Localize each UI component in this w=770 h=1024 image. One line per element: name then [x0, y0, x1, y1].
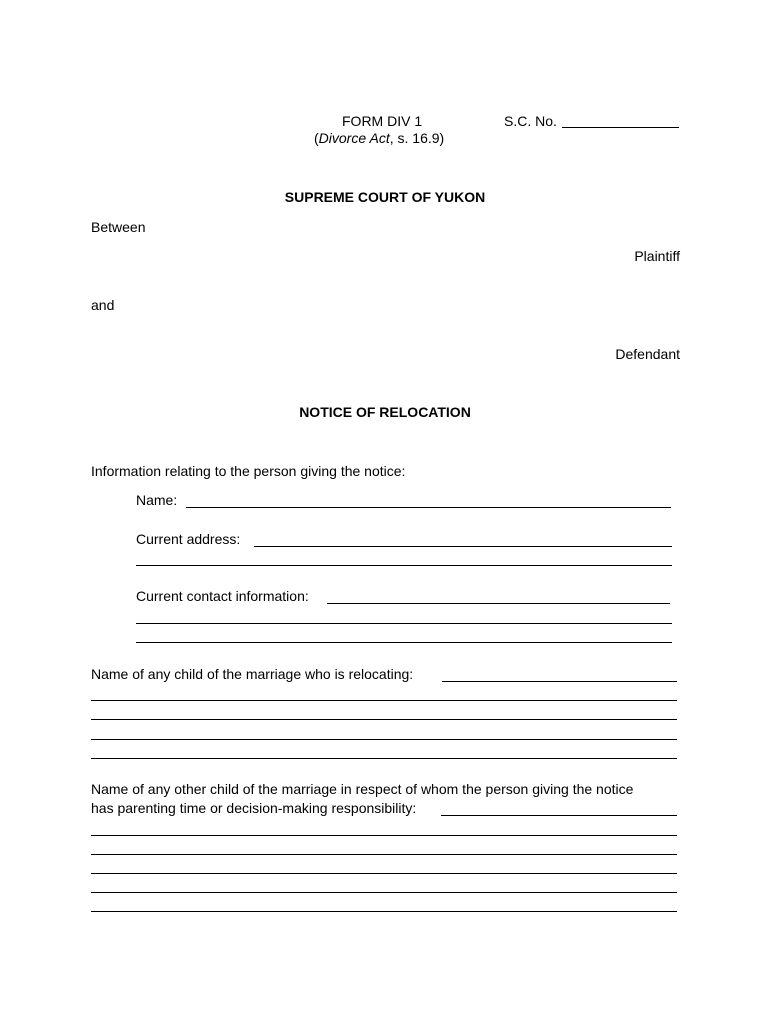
plaintiff-label: Plaintiff: [634, 248, 680, 264]
address-field-line-2[interactable]: [136, 565, 672, 566]
other-children-field-line-6[interactable]: [91, 911, 677, 912]
and-label: and: [91, 297, 115, 313]
contact-field-line-1[interactable]: [327, 603, 670, 604]
contact-label: Current contact information:: [136, 588, 309, 604]
statute-reference: [314, 130, 444, 147]
court-name: SUPREME COURT OF YUKON: [284, 189, 486, 205]
other-children-field-line-3[interactable]: [91, 854, 677, 855]
sc-no-label: S.C. No.: [504, 113, 557, 129]
relocating-children-field-line-3[interactable]: [91, 719, 677, 720]
relocating-children-field-line-2[interactable]: [91, 700, 677, 701]
paren-open: (: [314, 130, 319, 146]
name-field[interactable]: [186, 507, 671, 508]
statute-name: Divorce Act: [318, 130, 390, 146]
relocating-children-field-line-5[interactable]: [91, 758, 677, 759]
other-children-field-line-1[interactable]: [441, 815, 677, 816]
contact-field-line-3[interactable]: [136, 642, 672, 643]
notice-title: NOTICE OF RELOCATION: [299, 404, 471, 420]
contact-field-line-2[interactable]: [136, 623, 672, 624]
other-children-label-line-2: has parenting time or decision-making responsibility:: [91, 800, 417, 816]
relocating-children-field-line-1[interactable]: [442, 681, 677, 682]
statute-section: , s. 16.9: [389, 130, 440, 146]
other-children-field-line-2[interactable]: [91, 835, 677, 836]
defendant-label: Defendant: [615, 346, 680, 362]
between-label: Between: [91, 219, 146, 235]
other-children-label-line-1: Name of any other child of the marriage in respect of whom the person giving the notice: [91, 781, 634, 797]
name-label: Name:: [136, 492, 178, 508]
address-field-line-1[interactable]: [254, 546, 672, 547]
form-title: FORM DIV 1: [342, 113, 423, 129]
address-label: Current address:: [136, 531, 241, 547]
sc-no-field[interactable]: [562, 127, 679, 128]
relocating-children-label: Name of any child of the marriage who is relocating:: [91, 666, 414, 682]
other-children-field-line-4[interactable]: [91, 873, 677, 874]
person-section-heading: Information relating to the person giving the notice:: [91, 463, 406, 479]
other-children-field-line-5[interactable]: [91, 892, 677, 893]
paren-close: ): [439, 130, 445, 146]
relocating-children-field-line-4[interactable]: [91, 739, 677, 740]
